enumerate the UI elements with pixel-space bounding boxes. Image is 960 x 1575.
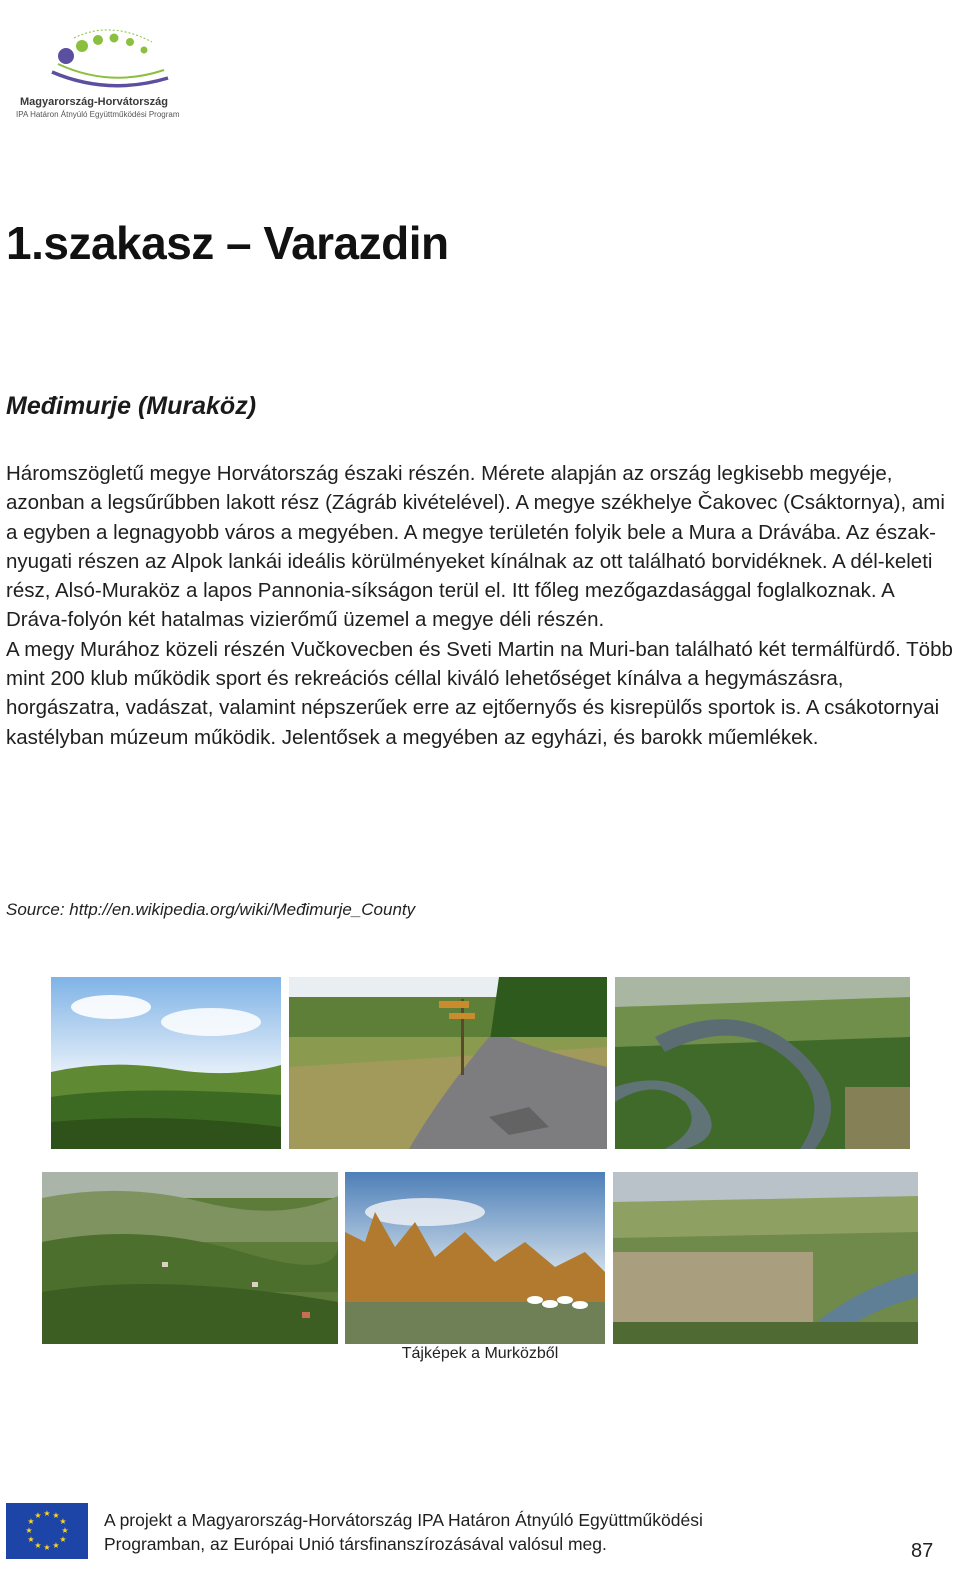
photo-river-aerial xyxy=(615,977,910,1149)
svg-text:★: ★ xyxy=(52,1511,60,1520)
photo-vineyard-hills xyxy=(42,1172,338,1344)
svg-text:★: ★ xyxy=(61,1526,69,1535)
page-number: 87 xyxy=(911,1540,934,1562)
photo-town-aerial xyxy=(613,1172,918,1344)
logo-subtitle: IPA Határon Átnyúló Együttműködési Program xyxy=(16,110,180,119)
source-citation: Source: http://en.wikipedia.org/wiki/Međimurje_County xyxy=(6,900,416,919)
footer-line-1: A projekt a Magyarország-Horvátország IPA Határon Átnyúló Együttműködési xyxy=(104,1510,703,1530)
photo-reeds-geese xyxy=(345,1172,605,1344)
photo-caption: Tájképek a Murközből xyxy=(401,1345,559,1362)
svg-text:★: ★ xyxy=(43,1543,51,1552)
body-text xyxy=(6,459,958,752)
region-heading: Međimurje (Muraköz) xyxy=(6,392,257,420)
svg-text:★: ★ xyxy=(27,1517,35,1526)
svg-text:★: ★ xyxy=(59,1517,67,1526)
logo-emblem-icon xyxy=(48,24,178,94)
svg-text:★: ★ xyxy=(43,1509,51,1518)
svg-text:★: ★ xyxy=(27,1535,35,1544)
paragraph-1: Háromszögletű megye Horvátország északi részén. Mérete alapján az ország legkisebb megyéje, azonban a legsűrűbben lakott rész (Zágráb kivételével). A megye székhelye Čakovec (Csáktornya), ami a egyben a legnagyobb város a megyében. A megye területén folyik bele a Mura a Drávába. Az észak-nyugati részen az Alpok lankái ideális körülményeket kínálnak az ott található borvidéknek. A dél-keleti rész, Alsó-Muraköz a lapos Pannonia-síkságon terül el. Itt főleg mezőgazdasággal foglalkoznak. A Dráva-folyón két hatalmas vizierőmű üzemel a megye déli részén. xyxy=(6,462,945,632)
svg-text:★: ★ xyxy=(59,1535,67,1544)
photo-green-hills xyxy=(51,977,281,1149)
paragraph-2: A megy Murához közeli részén Vučkovecben és Sveti Martin na Muri-ban található két termálfürdő. Több mint 200 klub működik sport és rekreációs céllal kiváló lehetőséget kínálva a hegymászásra, horgászatra, vadászat, valamint népszerűek erre az ejtőernyős és kisrepülős sportok is. A csákotornyai kastélyban múzeum működik. Jelentősek a megyében az egyházi, és barokk műemlékek. xyxy=(6,637,953,749)
section-title: 1.szakasz – Varazdin xyxy=(6,217,449,269)
svg-text:★: ★ xyxy=(25,1526,33,1535)
logo-title: Magyarország-Horvátország xyxy=(20,96,168,108)
footer-funding-text xyxy=(104,1508,703,1556)
photo-country-road xyxy=(289,977,607,1149)
svg-text:★: ★ xyxy=(52,1541,60,1550)
eu-flag-icon xyxy=(6,1503,88,1559)
program-logo xyxy=(14,24,184,124)
svg-text:★: ★ xyxy=(34,1511,42,1520)
svg-text:★: ★ xyxy=(34,1541,42,1550)
footer-line-2: Programban, az Európai Unió társfinanszírozásával valósul meg. xyxy=(104,1534,607,1554)
